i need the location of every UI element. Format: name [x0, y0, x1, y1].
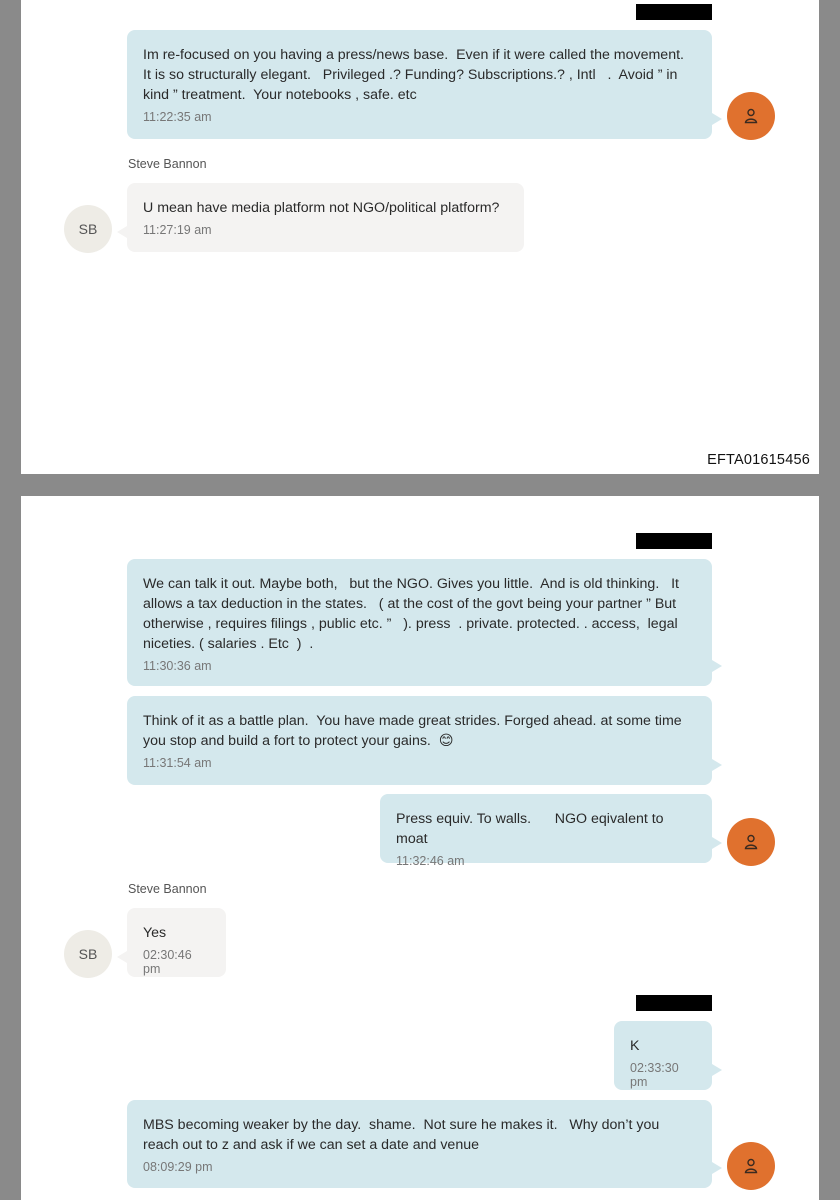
message-timestamp: 11:22:35 am: [143, 110, 212, 124]
person-outline-icon: [742, 833, 760, 851]
redaction-bar: [636, 4, 712, 20]
contact-avatar: [64, 205, 112, 253]
document-page-1: [21, 0, 819, 474]
user-avatar: [727, 1142, 775, 1190]
redaction-bar: [636, 995, 712, 1011]
message-text: Press equiv. To walls. NGO eqivalent to moat: [396, 811, 668, 847]
person-outline-icon: [742, 107, 760, 125]
message-bubble-incoming: [127, 183, 524, 252]
message-bubble-outgoing: [614, 1021, 712, 1090]
message-bubble-outgoing: [127, 696, 712, 785]
message-text: MBS becoming weaker by the day. shame. Not sure he makes it. Why don’t you reach out to z and ask if we can set a date and venue: [143, 1117, 664, 1153]
sender-name: Steve Bannon: [128, 157, 207, 171]
message-timestamp: 11:30:36 am: [143, 659, 212, 673]
message-timestamp: 11:31:54 am: [143, 756, 212, 770]
message-timestamp: 02:33:30 pm: [630, 1061, 679, 1089]
user-avatar: [727, 818, 775, 866]
message-bubble-incoming: [127, 908, 226, 977]
sender-name: Steve Bannon: [128, 882, 207, 896]
message-timestamp: 11:32:46 am: [396, 854, 465, 868]
message-text: Think of it as a battle plan. You have made great strides. Forged ahead. at some time you stop and build a fort to protect your gains. 😊: [143, 713, 686, 749]
message-text: K: [630, 1038, 640, 1054]
message-text: Im re-focused on you having a press/news base. Even if it were called the movement. It is so structurally elegant. Privileged .? Funding? Subscriptions.? , Intl . Avoid ” in kind ” treatment. Your notebooks , safe. etc: [143, 47, 696, 103]
message-text: U mean have media platform not NGO/political platform?: [143, 200, 500, 216]
message-bubble-outgoing: [127, 559, 712, 686]
message-timestamp: 02:30:46 pm: [143, 948, 192, 976]
message-bubble-outgoing: [127, 30, 712, 139]
message-timestamp: 11:27:19 am: [143, 223, 212, 237]
user-avatar: [727, 92, 775, 140]
message-text: Yes: [143, 925, 167, 941]
bates-number: EFTA01615456: [707, 452, 810, 468]
contact-avatar: [64, 930, 112, 978]
avatar-initials: SB: [78, 946, 98, 962]
redaction-bar: [636, 533, 712, 549]
message-timestamp: 08:09:29 pm: [143, 1160, 213, 1174]
document-page-2: [21, 496, 819, 1200]
person-outline-icon: [742, 1157, 760, 1175]
avatar-initials: SB: [78, 221, 98, 237]
message-bubble-outgoing: [127, 1100, 712, 1188]
message-bubble-outgoing: [380, 794, 712, 868]
message-text: We can talk it out. Maybe both, but the NGO. Gives you little. And is old thinking. It allows a tax deduction in the states. ( at the cost of the govt being your partner ” But otherwise , requires filings , public etc. ” ). press . private. protected. . access, legal niceties. ( salaries . Etc ) .: [143, 576, 683, 652]
